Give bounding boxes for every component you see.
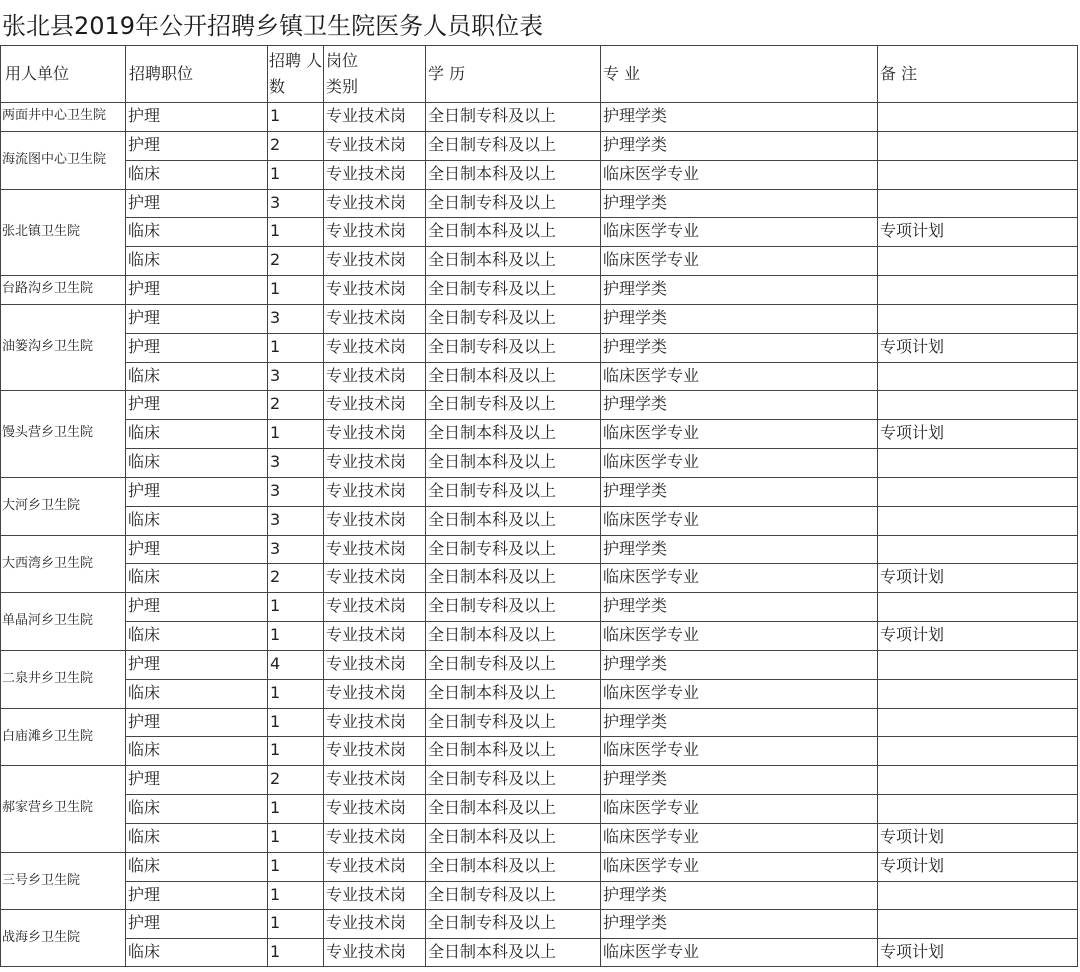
cell-category: 专业技术岗: [326, 192, 407, 212]
cell-position: 护理: [128, 394, 161, 414]
cell-count: 1: [270, 625, 281, 644]
cell-category: 专业技术岗: [326, 653, 407, 673]
unit-divider: [0, 477, 1078, 478]
cell-major: 临床医学专业: [603, 625, 700, 644]
row-divider: [125, 333, 1078, 334]
unit-divider: [0, 765, 1078, 766]
cell-education: 全日制专科及以上: [428, 538, 557, 558]
cell-education: 全日制专科及以上: [428, 480, 557, 500]
unit-divider: [0, 390, 1078, 391]
unit-divider: [0, 708, 1078, 709]
cell-category: 专业技术岗: [326, 711, 407, 731]
cell-count: 1: [270, 826, 281, 846]
cell-education: 全日制本科及以上: [428, 798, 557, 817]
cell-count: 3: [270, 365, 281, 385]
cell-remark: 专项计划: [880, 336, 945, 356]
row-divider: [125, 448, 1078, 449]
row-divider: [125, 217, 1078, 218]
cell-position: 护理: [128, 192, 161, 212]
cell-position: 临床: [128, 625, 161, 644]
unit-name: 两面井中心卫生院: [2, 108, 107, 123]
cell-major: 临床医学专业: [603, 452, 700, 471]
row-divider: [125, 362, 1078, 363]
cell-major: 护理学类: [603, 711, 668, 731]
unit-name: 大河乡卫生院: [2, 497, 81, 513]
cell-category: 专业技术岗: [326, 942, 407, 962]
row-divider: [125, 506, 1078, 507]
cell-count: 1: [270, 423, 281, 443]
cell-category: 专业技术岗: [326, 884, 407, 904]
cell-remark: 专项计划: [880, 625, 945, 644]
cell-category: 专业技术岗: [326, 279, 407, 298]
cell-major: 护理学类: [603, 769, 668, 789]
cell-education: 全日制专科及以上: [428, 913, 557, 933]
cell-position: 临床: [128, 423, 161, 443]
cell-category: 专业技术岗: [326, 826, 407, 846]
row-divider: [125, 794, 1078, 795]
cell-position: 护理: [128, 711, 161, 731]
cell-count: 1: [270, 740, 281, 760]
cell-remark: 专项计划: [880, 221, 945, 241]
header-category-line2: 类别: [326, 77, 359, 96]
header-unit: 用人单位: [5, 64, 70, 83]
cell-category: 专业技术岗: [326, 769, 407, 789]
cell-education: 全日制本科及以上: [428, 567, 557, 587]
cell-position: 护理: [128, 596, 161, 616]
cell-count: 1: [270, 106, 281, 125]
cell-category: 专业技术岗: [326, 452, 407, 471]
cell-count: 1: [270, 336, 281, 356]
cell-category: 专业技术岗: [326, 682, 407, 702]
cell-major: 临床医学专业: [603, 423, 700, 443]
cell-count: 3: [270, 509, 281, 529]
header-count-line2: 数: [269, 77, 286, 96]
cell-position: 临床: [128, 740, 161, 760]
cell-education: 全日制本科及以上: [428, 423, 557, 443]
row-divider: [125, 246, 1078, 247]
cell-count: 1: [270, 279, 281, 298]
cell-category: 专业技术岗: [326, 596, 407, 616]
cell-education: 全日制本科及以上: [428, 855, 557, 875]
row-divider: [125, 563, 1078, 564]
unit-divider: [0, 275, 1078, 276]
cell-category: 专业技术岗: [326, 423, 407, 443]
cell-position: 临床: [128, 365, 161, 385]
cell-education: 全日制本科及以上: [428, 452, 557, 471]
cell-education: 全日制本科及以上: [428, 509, 557, 529]
row-divider: [125, 621, 1078, 622]
header-remark: 备 注: [880, 64, 918, 83]
cell-major: 临床医学专业: [603, 682, 700, 702]
cell-education: 全日制本科及以上: [428, 682, 557, 702]
cell-count: 1: [270, 221, 281, 241]
cell-major: 护理学类: [603, 480, 668, 500]
row-divider: [125, 938, 1078, 939]
cell-position: 护理: [128, 279, 161, 298]
cell-count: 1: [270, 913, 281, 933]
cell-position: 护理: [128, 106, 161, 125]
unit-name: 单晶河乡卫生院: [2, 613, 94, 629]
cell-major: 临床医学专业: [603, 509, 700, 529]
unit-divider: [0, 852, 1078, 853]
cell-education: 全日制专科及以上: [428, 884, 557, 904]
cell-position: 临床: [128, 163, 161, 183]
cell-education: 全日制专科及以上: [428, 336, 557, 356]
cell-count: 1: [270, 682, 281, 702]
unit-name: 台路沟乡卫生院: [2, 281, 94, 296]
cell-count: 3: [270, 452, 281, 471]
cell-position: 临床: [128, 855, 161, 875]
row-divider: [125, 160, 1078, 161]
cell-category: 专业技术岗: [326, 740, 407, 760]
cell-count: 1: [270, 596, 281, 616]
cell-count: 3: [270, 307, 281, 327]
row-divider: [125, 736, 1078, 737]
cell-category: 专业技术岗: [326, 567, 407, 587]
cell-category: 专业技术岗: [326, 480, 407, 500]
cell-education: 全日制专科及以上: [428, 596, 557, 616]
row-divider: [125, 679, 1078, 680]
cell-count: 2: [270, 567, 281, 587]
unit-divider: [0, 535, 1078, 536]
cell-education: 全日制专科及以上: [428, 394, 557, 414]
cell-position: 临床: [128, 452, 161, 471]
header-count-line1: 招聘 人: [269, 51, 323, 70]
cell-major: 临床医学专业: [603, 942, 700, 962]
cell-major: 护理学类: [603, 134, 668, 154]
row-divider: [125, 419, 1078, 420]
cell-position: 临床: [128, 826, 161, 846]
cell-position: 临床: [128, 942, 161, 962]
cell-major: 临床医学专业: [603, 826, 700, 846]
cell-major: 护理学类: [603, 106, 668, 125]
cell-position: 护理: [128, 307, 161, 327]
cell-major: 临床医学专业: [603, 740, 700, 760]
unit-divider: [0, 304, 1078, 305]
header-major: 专 业: [603, 64, 641, 83]
cell-major: 临床医学专业: [603, 163, 700, 183]
cell-category: 专业技术岗: [326, 163, 407, 183]
cell-remark: 专项计划: [880, 942, 945, 962]
cell-position: 临床: [128, 221, 161, 241]
unit-name: 郝家营乡卫生院: [2, 800, 94, 816]
cell-count: 2: [270, 394, 281, 414]
cell-count: 1: [270, 855, 281, 875]
cell-position: 护理: [128, 480, 161, 500]
cell-education: 全日制专科及以上: [428, 711, 557, 731]
cell-education: 全日制本科及以上: [428, 163, 557, 183]
cell-category: 专业技术岗: [326, 538, 407, 558]
cell-major: 临床医学专业: [603, 250, 700, 270]
cell-category: 专业技术岗: [326, 394, 407, 414]
cell-category: 专业技术岗: [326, 106, 407, 125]
page-title: 张北县2019年公开招聘乡镇卫生院医务人员职位表: [2, 12, 544, 40]
cell-major: 护理学类: [603, 596, 668, 616]
cell-major: 护理学类: [603, 279, 668, 298]
header-category-line1: 岗位: [326, 51, 359, 70]
cell-category: 专业技术岗: [326, 336, 407, 356]
cell-category: 专业技术岗: [326, 913, 407, 933]
cell-position: 临床: [128, 682, 161, 702]
cell-major: 护理学类: [603, 653, 668, 673]
cell-education: 全日制本科及以上: [428, 826, 557, 846]
unit-divider: [0, 131, 1078, 132]
cell-major: 临床医学专业: [603, 798, 700, 817]
cell-count: 1: [270, 798, 281, 817]
cell-count: 1: [270, 163, 281, 183]
cell-position: 护理: [128, 913, 161, 933]
unit-name: 大西湾乡卫生院: [2, 555, 94, 571]
unit-name: 油篓沟乡卫生院: [2, 338, 94, 354]
cell-education: 全日制专科及以上: [428, 769, 557, 789]
row-divider: [125, 881, 1078, 882]
cell-count: 3: [270, 192, 281, 212]
cell-count: 3: [270, 480, 281, 500]
unit-name: 二泉井乡卫生院: [2, 670, 94, 686]
cell-major: 临床医学专业: [603, 365, 700, 385]
cell-major: 护理学类: [603, 394, 668, 414]
cell-category: 专业技术岗: [326, 134, 407, 154]
cell-major: 临床医学专业: [603, 567, 700, 587]
cell-education: 全日制本科及以上: [428, 250, 557, 270]
cell-position: 护理: [128, 769, 161, 789]
cell-position: 护理: [128, 884, 161, 904]
recruitment-table: [0, 45, 1080, 967]
cell-position: 临床: [128, 567, 161, 587]
table-top-border: [0, 45, 1078, 46]
row-divider: [125, 823, 1078, 824]
cell-category: 专业技术岗: [326, 365, 407, 385]
cell-major: 护理学类: [603, 913, 668, 933]
cell-position: 护理: [128, 134, 161, 154]
unit-name: 海流图中心卫生院: [2, 151, 107, 167]
cell-count: 2: [270, 769, 281, 789]
cell-education: 全日制本科及以上: [428, 942, 557, 962]
cell-education: 全日制专科及以上: [428, 307, 557, 327]
cell-count: 1: [270, 942, 281, 962]
cell-count: 4: [270, 653, 281, 673]
cell-education: 全日制本科及以上: [428, 365, 557, 385]
cell-remark: 专项计划: [880, 855, 945, 875]
cell-education: 全日制专科及以上: [428, 192, 557, 212]
unit-name: 白庙滩乡卫生院: [2, 728, 94, 744]
cell-position: 临床: [128, 798, 161, 817]
cell-education: 全日制本科及以上: [428, 221, 557, 241]
cell-major: 护理学类: [603, 336, 668, 356]
header-position: 招聘职位: [129, 64, 194, 83]
cell-education: 全日制专科及以上: [428, 106, 557, 125]
cell-category: 专业技术岗: [326, 221, 407, 241]
cell-education: 全日制本科及以上: [428, 625, 557, 644]
column-divider: [0, 45, 1, 967]
cell-remark: 专项计划: [880, 567, 945, 587]
cell-remark: 专项计划: [880, 826, 945, 846]
cell-education: 全日制专科及以上: [428, 279, 557, 298]
cell-position: 临床: [128, 250, 161, 270]
cell-major: 护理学类: [603, 192, 668, 212]
cell-category: 专业技术岗: [326, 798, 407, 817]
unit-name: 三号乡卫生院: [2, 872, 81, 888]
cell-major: 临床医学专业: [603, 855, 700, 875]
cell-remark: 专项计划: [880, 423, 945, 443]
unit-divider: [0, 592, 1078, 593]
cell-position: 护理: [128, 538, 161, 558]
cell-category: 专业技术岗: [326, 855, 407, 875]
cell-major: 护理学类: [603, 884, 668, 904]
cell-major: 护理学类: [603, 538, 668, 558]
cell-education: 全日制专科及以上: [428, 134, 557, 154]
unit-divider: [0, 650, 1078, 651]
cell-count: 1: [270, 884, 281, 904]
cell-category: 专业技术岗: [326, 625, 407, 644]
cell-position: 护理: [128, 653, 161, 673]
unit-name: 张北镇卫生院: [2, 223, 81, 239]
cell-position: 护理: [128, 336, 161, 356]
cell-category: 专业技术岗: [326, 250, 407, 270]
cell-education: 全日制专科及以上: [428, 653, 557, 673]
unit-divider: [0, 189, 1078, 190]
cell-education: 全日制本科及以上: [428, 740, 557, 760]
cell-category: 专业技术岗: [326, 307, 407, 327]
cell-count: 1: [270, 711, 281, 731]
unit-name: 馒头营乡卫生院: [2, 425, 94, 441]
unit-name: 战海乡卫生院: [2, 930, 81, 946]
cell-count: 2: [270, 250, 281, 270]
cell-position: 临床: [128, 509, 161, 529]
cell-category: 专业技术岗: [326, 509, 407, 529]
cell-count: 2: [270, 134, 281, 154]
cell-major: 护理学类: [603, 307, 668, 327]
header-education: 学 历: [428, 64, 466, 83]
cell-major: 临床医学专业: [603, 221, 700, 241]
unit-divider: [0, 909, 1078, 910]
cell-count: 3: [270, 538, 281, 558]
